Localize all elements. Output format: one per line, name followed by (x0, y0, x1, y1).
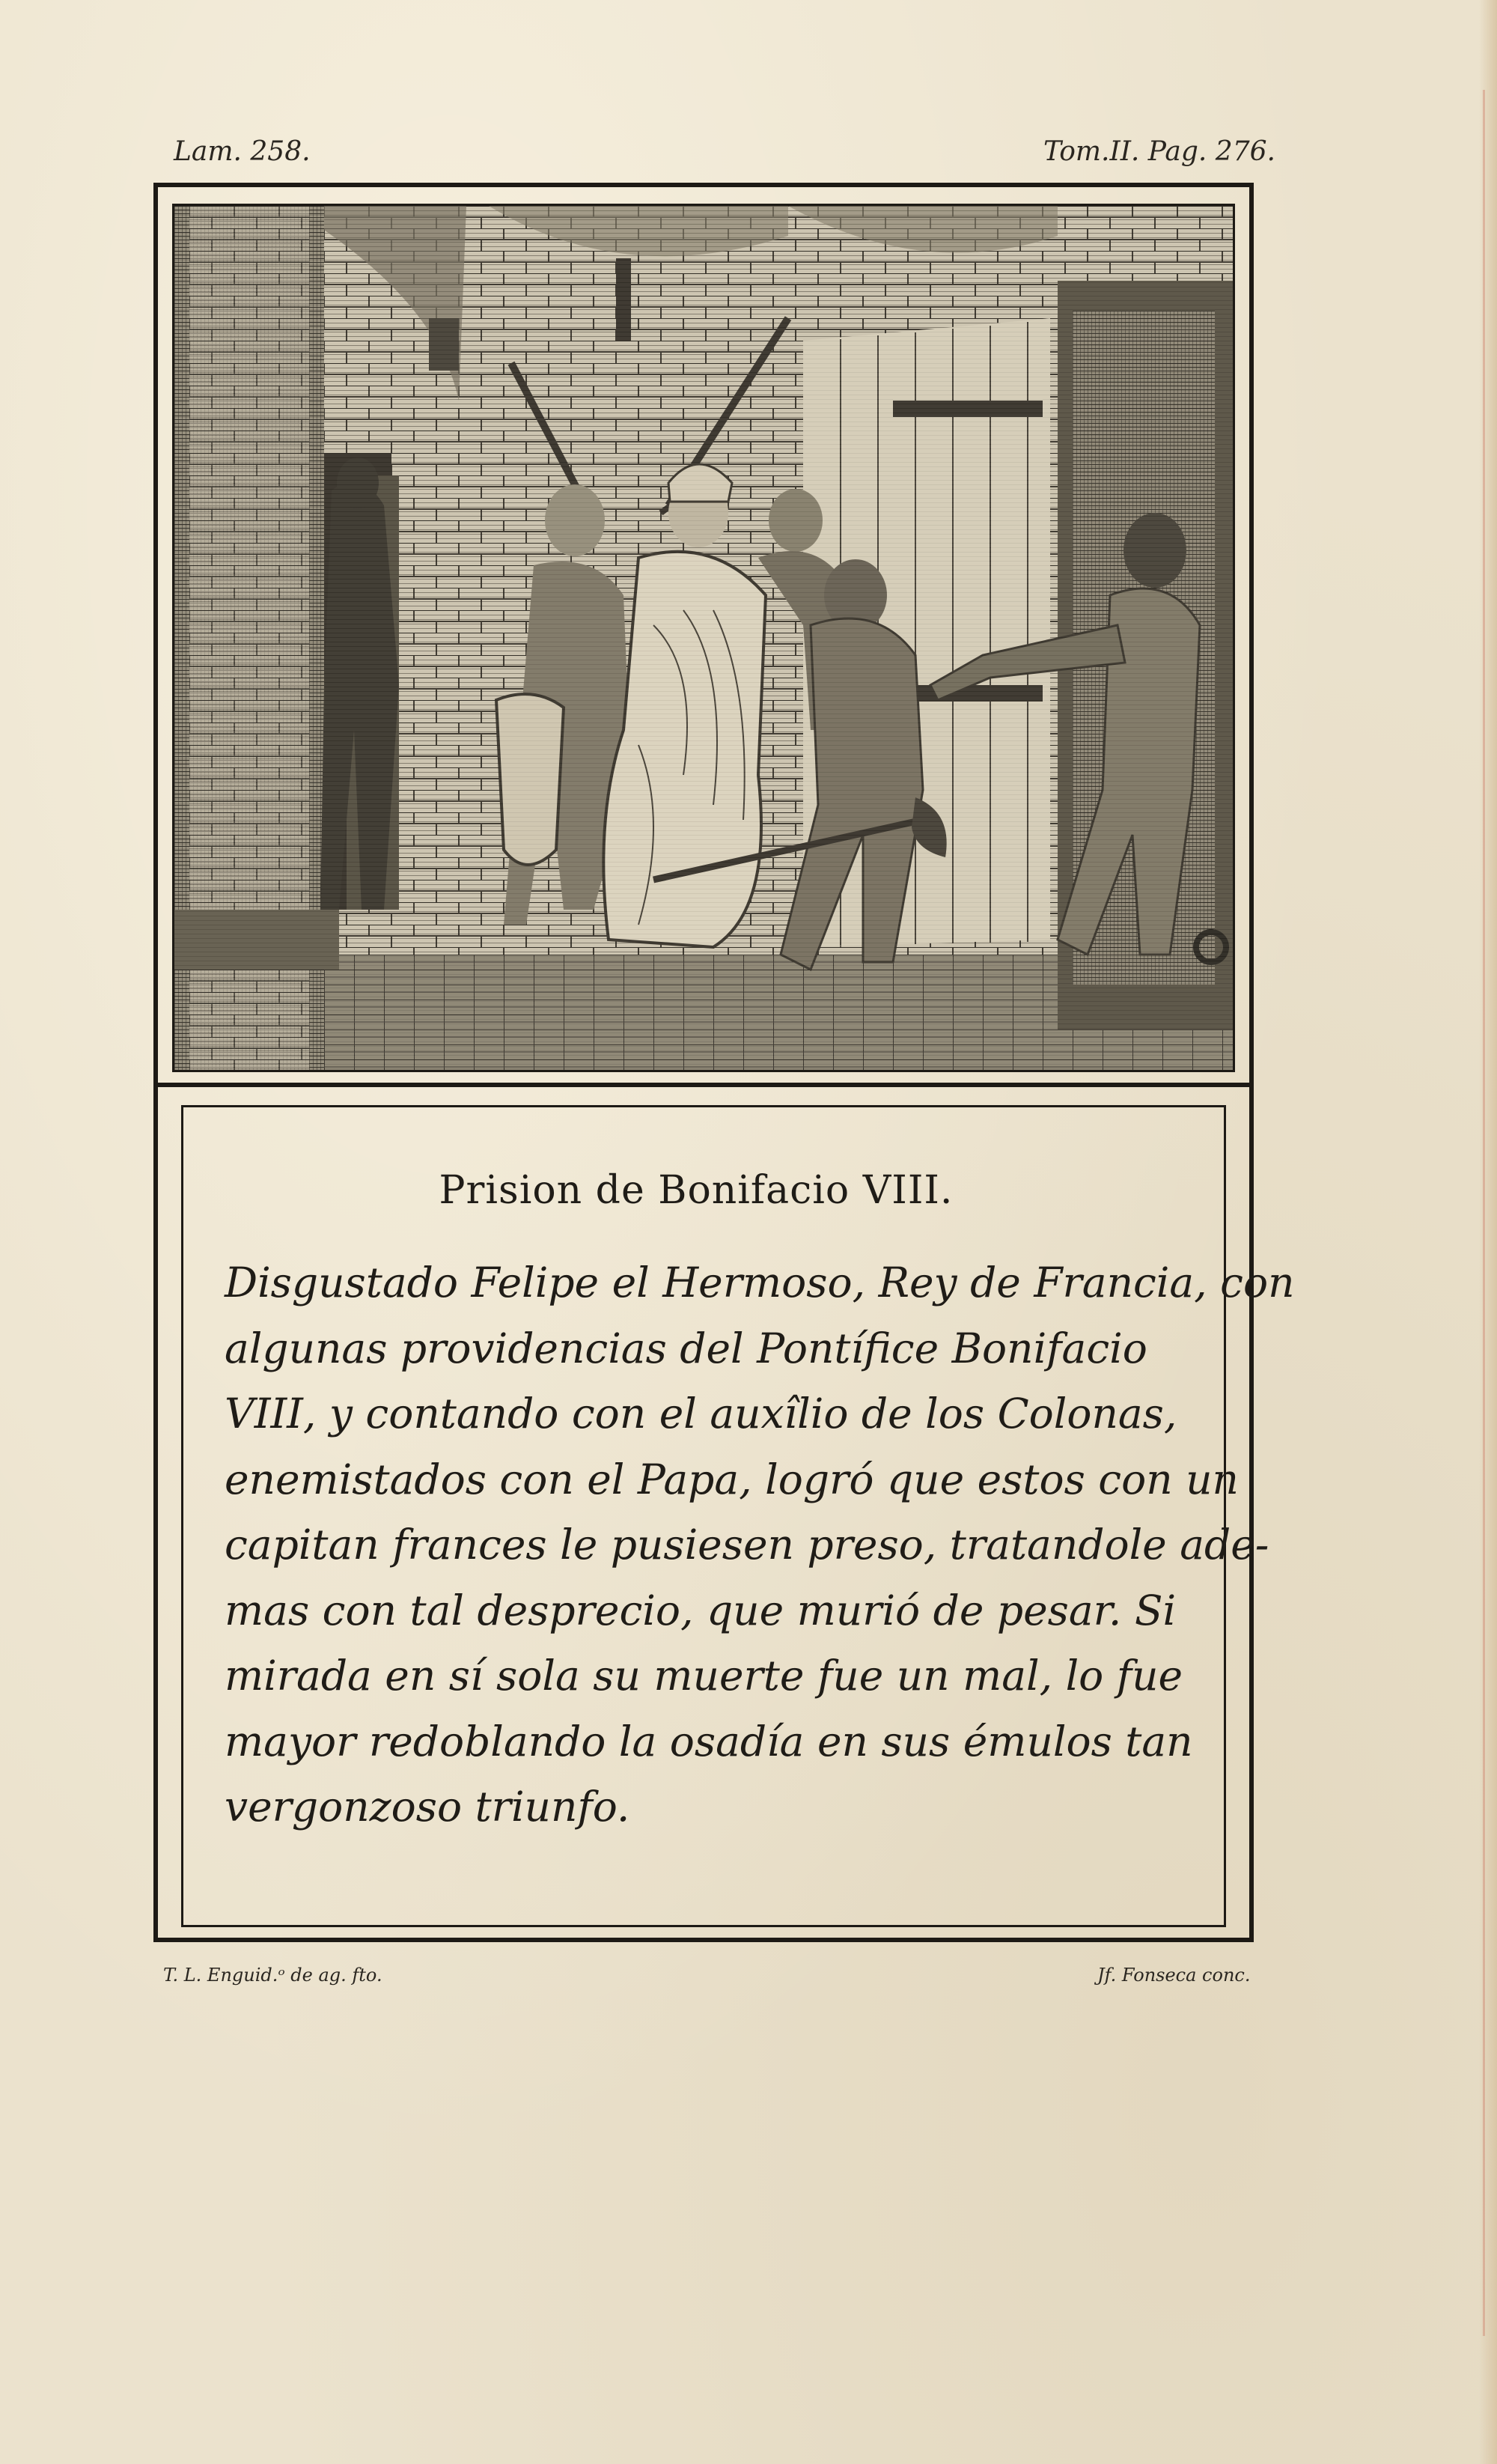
caption-line: enemistados con el Papa, logró que estos con un (225, 1455, 1239, 1503)
frame-divider (153, 1083, 1254, 1087)
engraving-scene-icon (174, 206, 1233, 1070)
plate-number: Lam. 258. (174, 136, 311, 167)
caption-line: algunas providencias del Pontífice Bonifacio (225, 1324, 1147, 1372)
paper-edge-shadow (1479, 0, 1497, 2464)
caption-line: mirada en sí sola su muerte fue un mal, lo fue (225, 1652, 1183, 1700)
designer-credit: Jf. Fonseca conc. (1097, 1965, 1251, 1986)
caption-line: VIII, y contando con el auxîlio de los Colonas, (225, 1390, 1177, 1438)
caption-line: vergonzoso triunfo. (225, 1783, 630, 1831)
caption-line: mayor redoblando la osadía en sus émulos tan (225, 1717, 1193, 1765)
volume-page-reference: Tom.II. Pag. 276. (1043, 136, 1275, 167)
caption-line: Disgustado Felipe el Hermoso, Rey de Francia, con (225, 1259, 1295, 1306)
engraving-illustration (172, 204, 1235, 1072)
caption-line: mas con tal desprecio, que murió de pesar. Si (225, 1586, 1177, 1634)
caption-title: Prision de Bonifacio VIII. (439, 1168, 954, 1213)
engraver-credit: T. L. Enguid.ᵒ de ag. fto. (163, 1965, 382, 1986)
caption-body (225, 1250, 1295, 1840)
paper-edge-tint (1483, 90, 1485, 2336)
caption-line: capitan frances le pusiesen preso, tratandole ade- (225, 1521, 1269, 1569)
